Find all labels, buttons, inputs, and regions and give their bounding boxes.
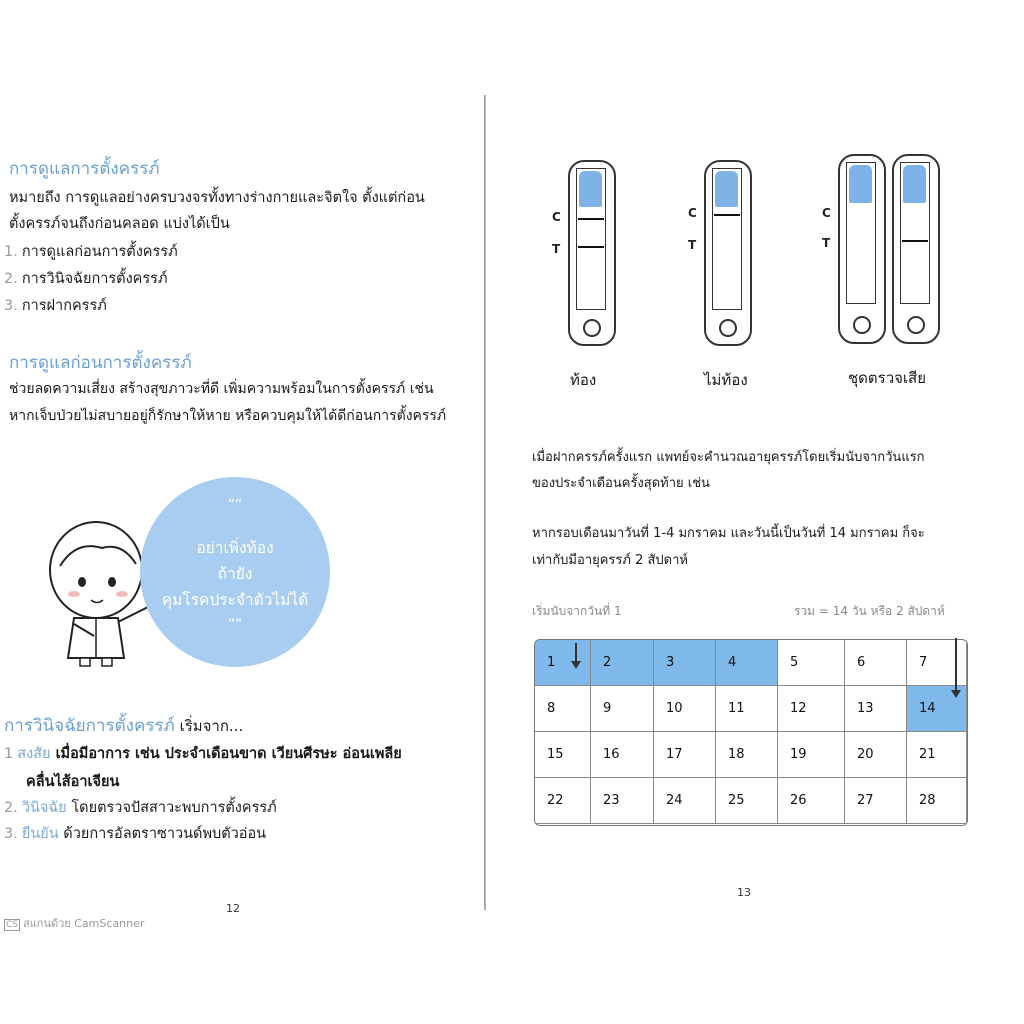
calendar-day-cell: 15 [535,732,591,778]
calendar-day-cell: 19 [778,732,845,778]
calendar-day-cell: 2 [591,640,654,686]
calendar-day-cell: 27 [845,778,907,824]
bubble-line-3: คุมโรคประจำตัวไม่ได้ [161,591,309,609]
arrow-down-icon [955,638,957,696]
calendar-day-cell: 6 [845,640,907,686]
label-c: C [822,206,831,220]
label-c: C [688,206,697,220]
label-t: T [822,236,831,250]
caption-invalid-kit: ชุดตรวจเสีย [848,369,927,387]
list-number: 1 [4,746,14,762]
para1-line-2: ของประจำเดือนครั้งสุดท้าย เช่น [532,476,710,491]
calendar-day-cell: 18 [716,732,778,778]
calendar-day-cell: 3 [654,640,716,686]
calendar-day-cell: 10 [654,686,716,732]
calendar-day-cell: 5 [778,640,845,686]
sample-well [853,316,871,334]
page-number-right: 13 [737,886,751,899]
control-line [578,218,604,220]
calendar-day-cell: 1 [535,640,591,686]
scanner-text: สแกนด้วย CamScanner [23,917,145,930]
heading-pregnancy-care: การดูแลการตั้งครรภ์ [9,159,160,179]
heading-preconception-care: การดูแลก่อนการตั้งครรภ์ [9,353,192,373]
control-line [714,214,740,216]
sample-well [719,319,737,337]
left-page [0,0,486,1024]
list-text: การดูแลก่อนการตั้งครรภ์ [21,244,178,260]
label-t: T [688,238,697,252]
list-text: การฝากครรภ์ [21,298,107,314]
list-item [4,240,178,263]
calendar-day-cell: 16 [591,732,654,778]
calendar-day-cell: 14 [907,686,967,732]
list-item [4,822,266,845]
calendar-day-cell: 22 [535,778,591,824]
calendar-day-cell: 4 [716,640,778,686]
strip-cap [903,165,926,203]
list-item [4,796,277,819]
strip-cap [579,171,602,207]
preconception-line-1: ช่วยลดความเสี่ยง สร้างสุขภาวะที่ดี เพิ่มความพร้อมในการตั้งครรภ์ เช่น [9,381,434,397]
scanner-watermark [4,914,144,932]
diagnosis-heading-text: การวินิจฉัยการตั้งครรภ์ [4,716,175,736]
calendar-day-cell: 13 [845,686,907,732]
label-t: T [552,242,561,256]
list-item [4,294,107,317]
para2-line-1: หากรอบเดือนมาวันที่ 1-4 มกราคม และวันนี้เป็นวันที่ 14 มกราคม ก็จะ [532,526,925,541]
test-line [578,246,604,248]
caption-not-pregnant: ไม่ท้อง [704,371,748,389]
quote-bubble [140,477,330,667]
calendar-grid [534,639,968,826]
calendar-day-cell: 25 [716,778,778,824]
calendar-day-cell: 24 [654,778,716,824]
calendar-day-cell: 20 [845,732,907,778]
calendar-day-cell: 11 [716,686,778,732]
list-number: 2. [4,271,18,287]
sample-well [907,316,925,334]
label-c: C [552,210,561,224]
arrow-down-icon [575,643,577,667]
list-text: โดยตรวจปัสสาวะพบการตั้งครรภ์ [66,800,277,816]
caption-pregnant: ท้อง [570,371,597,389]
para2-line-2: เท่ากับมีอายุครรภ์ 2 สัปดาห์ [532,553,688,568]
preconception-line-2: หากเจ็บป่วยไม่สบายอยู่ก็รักษาให้หาย หรือควบคุมให้ได้ดีก่อนการตั้งครรภ์ [9,408,447,424]
close-quote: ”” [227,617,243,633]
calendar-day-cell: 17 [654,732,716,778]
heading-diagnosis [4,712,243,739]
calendar-day-cell: 8 [535,686,591,732]
list-text: การวินิจฉัยการตั้งครรภ์ [21,271,168,287]
strip-cap [715,171,738,207]
list-item [4,742,402,765]
calendar-total-label: รวม = 14 วัน หรือ 2 สัปดาห์ [794,604,945,618]
list-number: 1. [4,244,18,260]
page-number-left: 12 [226,902,240,915]
list-number: 2. [4,800,18,816]
calendar-day-cell: 12 [778,686,845,732]
test-line [902,240,928,242]
open-quote: ““ [227,497,243,513]
strip-cap [849,165,872,203]
list-item-continuation [26,770,119,793]
calendar-day-cell: 21 [907,732,967,778]
list-item [4,267,168,290]
calendar-day-cell: 23 [591,778,654,824]
list-text: เมื่อมีอาการ เช่น ประจำเดือนขาด เวียนศีรษะ อ่อนเพลีย [50,746,402,762]
list-number: 3. [4,298,18,314]
bubble-line-1: อย่าเพิ่งท้อง [196,539,274,557]
calendar-start-label: เริ่มนับจากวันที่ 1 [532,604,622,618]
test-strip-invalid-2 [892,154,940,344]
list-text: คลื่นไส้อาเจียน [26,774,120,790]
calendar-day-cell: 26 [778,778,845,824]
bubble-line-2: ถ้ายัง [217,565,253,583]
calendar-day-cell: 9 [591,686,654,732]
diagnosis-heading-suffix: เริ่มจาก... [174,717,244,735]
list-number: 3. [4,826,18,842]
test-strip-not-pregnant [704,160,752,346]
para1-line-1: เมื่อฝากครรภ์ครั้งแรก แพทย์จะคำนวณอายุครรภ์โดยเริ่มนับจากวันแรก [532,450,925,465]
test-strip-invalid-1 [838,154,886,344]
diagnosis-term: สงสัย [17,746,51,762]
test-strip-pregnant [568,160,616,346]
diagnosis-term: ยืนยัน [21,826,59,842]
right-page [486,0,1024,1024]
intro-line-1: หมายถึง การดูแลอย่างครบวงจรทั้งทางร่างกายและจิตใจ ตั้งแต่ก่อน [9,190,425,206]
diagnosis-term: วินิจฉัย [21,800,67,816]
calendar-day-cell: 28 [907,778,967,824]
intro-line-2: ตั้งครรภ์จนถึงก่อนคลอด แบ่งได้เป็น [9,216,230,232]
camscanner-logo-icon: CS [6,920,18,930]
sample-well [583,319,601,337]
calendar-day-cell: 7 [907,640,967,686]
list-text: ด้วยการอัลตราซาวนด์พบตัวอ่อน [58,826,267,842]
